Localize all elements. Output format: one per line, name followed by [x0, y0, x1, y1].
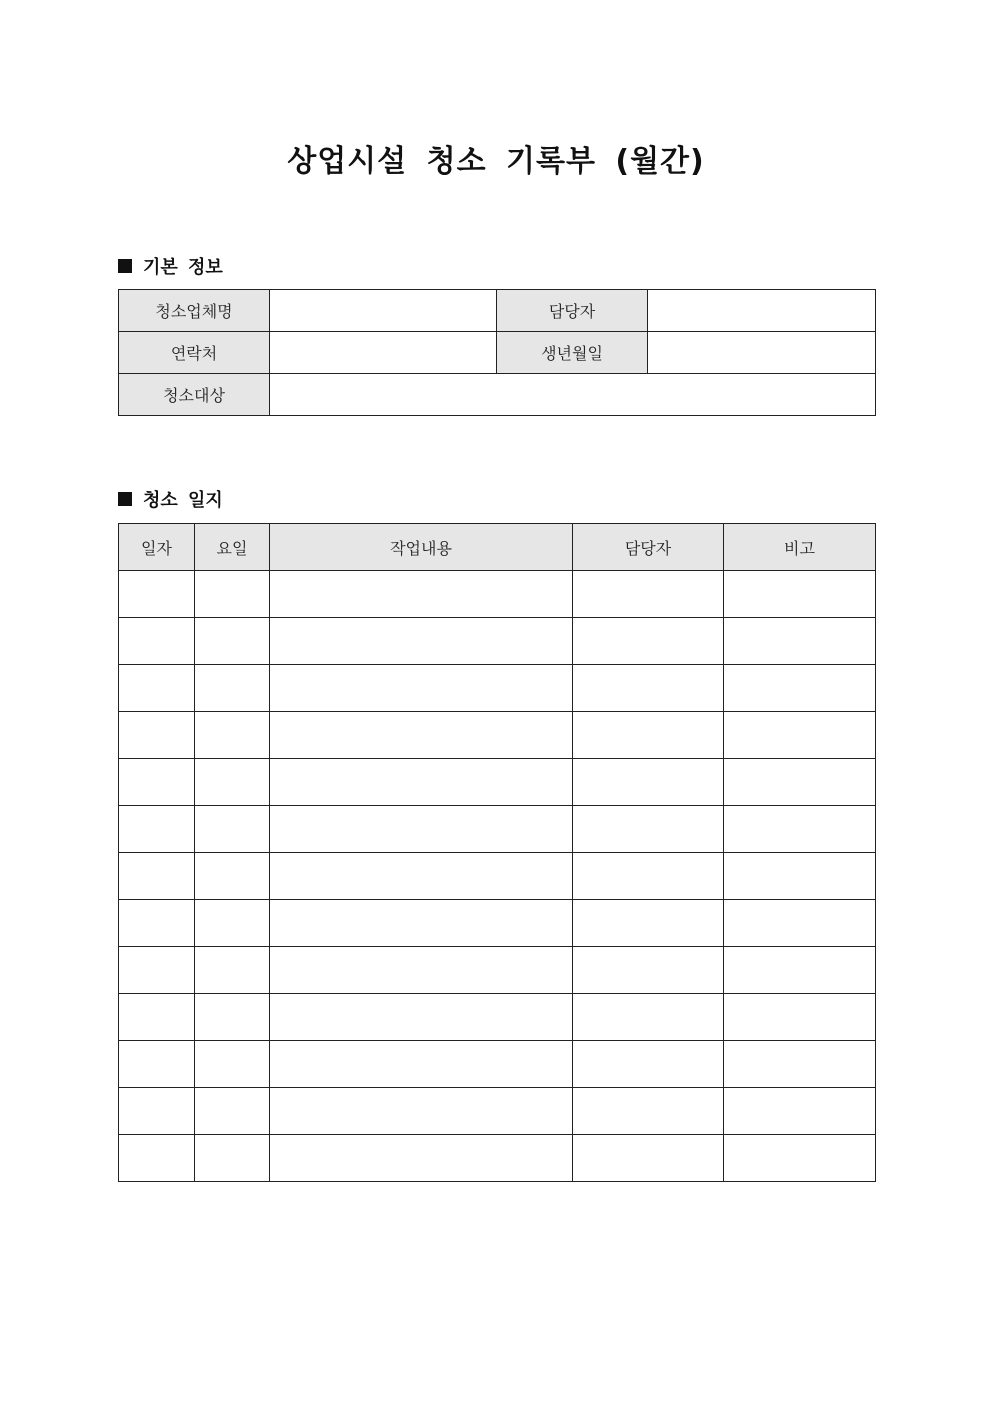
cleaning-log-header-row — [119, 524, 876, 571]
date-cell[interactable] — [119, 900, 195, 947]
notes-cell[interactable] — [724, 712, 876, 759]
notes-cell[interactable] — [724, 618, 876, 665]
column-header-notes: 비고 — [724, 524, 876, 571]
work-cell[interactable] — [270, 571, 573, 618]
weekday-cell[interactable] — [195, 1041, 270, 1088]
basic-info-heading — [118, 253, 223, 279]
manager-cell[interactable] — [573, 1041, 724, 1088]
date-cell[interactable] — [119, 618, 195, 665]
contact-label: 연락처 — [119, 332, 270, 374]
table-row — [119, 712, 876, 759]
cleaning-log-heading-label: 청소 일지 — [143, 490, 223, 511]
target-label: 청소대상 — [119, 374, 270, 416]
manager-cell[interactable] — [573, 618, 724, 665]
work-cell[interactable] — [270, 1135, 573, 1182]
basic-info-heading-label: 기본 정보 — [143, 257, 223, 278]
column-header-manager: 담당자 — [573, 524, 724, 571]
weekday-cell[interactable] — [195, 618, 270, 665]
square-bullet-icon — [118, 259, 132, 273]
weekday-cell[interactable] — [195, 665, 270, 712]
weekday-cell[interactable] — [195, 806, 270, 853]
column-header-work: 작업내용 — [270, 524, 573, 571]
weekday-cell[interactable] — [195, 994, 270, 1041]
manager-cell[interactable] — [573, 759, 724, 806]
manager-cell[interactable] — [573, 571, 724, 618]
cleaning-log-heading — [118, 486, 223, 512]
notes-cell[interactable] — [724, 947, 876, 994]
table-row — [119, 1088, 876, 1135]
date-cell[interactable] — [119, 712, 195, 759]
work-cell[interactable] — [270, 712, 573, 759]
work-cell[interactable] — [270, 1041, 573, 1088]
date-cell[interactable] — [119, 759, 195, 806]
date-cell[interactable] — [119, 1041, 195, 1088]
manager-cell[interactable] — [573, 1135, 724, 1182]
company-field[interactable] — [270, 290, 497, 332]
table-row — [119, 806, 876, 853]
date-cell[interactable] — [119, 853, 195, 900]
company-label: 청소업체명 — [119, 290, 270, 332]
date-cell[interactable] — [119, 994, 195, 1041]
work-cell[interactable] — [270, 618, 573, 665]
column-header-weekday: 요일 — [195, 524, 270, 571]
notes-cell[interactable] — [724, 571, 876, 618]
notes-cell[interactable] — [724, 1135, 876, 1182]
notes-cell[interactable] — [724, 759, 876, 806]
notes-cell[interactable] — [724, 994, 876, 1041]
work-cell[interactable] — [270, 665, 573, 712]
column-header-date: 일자 — [119, 524, 195, 571]
table-row — [119, 900, 876, 947]
table-row — [119, 759, 876, 806]
table-row — [119, 571, 876, 618]
notes-cell[interactable] — [724, 806, 876, 853]
table-row — [119, 1041, 876, 1088]
notes-cell[interactable] — [724, 1041, 876, 1088]
table-row — [119, 947, 876, 994]
date-cell[interactable] — [119, 1088, 195, 1135]
table-row — [119, 1135, 876, 1182]
table-row — [119, 618, 876, 665]
weekday-cell[interactable] — [195, 900, 270, 947]
manager-field[interactable] — [648, 290, 876, 332]
work-cell[interactable] — [270, 994, 573, 1041]
cleaning-log-table — [118, 523, 876, 1182]
date-cell[interactable] — [119, 571, 195, 618]
manager-cell[interactable] — [573, 994, 724, 1041]
manager-cell[interactable] — [573, 806, 724, 853]
weekday-cell[interactable] — [195, 759, 270, 806]
weekday-cell[interactable] — [195, 853, 270, 900]
weekday-cell[interactable] — [195, 947, 270, 994]
basic-info-table — [118, 289, 876, 416]
date-cell[interactable] — [119, 1135, 195, 1182]
notes-cell[interactable] — [724, 853, 876, 900]
date-cell[interactable] — [119, 947, 195, 994]
square-bullet-icon — [118, 492, 132, 506]
work-cell[interactable] — [270, 806, 573, 853]
table-row — [119, 665, 876, 712]
work-cell[interactable] — [270, 900, 573, 947]
weekday-cell[interactable] — [195, 571, 270, 618]
basic-info-row — [119, 332, 876, 374]
manager-cell[interactable] — [573, 665, 724, 712]
date-cell[interactable] — [119, 806, 195, 853]
notes-cell[interactable] — [724, 665, 876, 712]
cleaning-log-body — [119, 571, 876, 1182]
table-row — [119, 853, 876, 900]
birthdate-label: 생년월일 — [497, 332, 648, 374]
date-cell[interactable] — [119, 665, 195, 712]
manager-label: 담당자 — [497, 290, 648, 332]
weekday-cell[interactable] — [195, 1088, 270, 1135]
work-cell[interactable] — [270, 759, 573, 806]
basic-info-row — [119, 374, 876, 416]
work-cell[interactable] — [270, 1088, 573, 1135]
weekday-cell[interactable] — [195, 1135, 270, 1182]
weekday-cell[interactable] — [195, 712, 270, 759]
notes-cell[interactable] — [724, 1088, 876, 1135]
notes-cell[interactable] — [724, 900, 876, 947]
manager-cell[interactable] — [573, 1088, 724, 1135]
page-title: 상업시설 청소 기록부 (월간) — [287, 144, 705, 179]
table-row — [119, 994, 876, 1041]
manager-cell[interactable] — [573, 947, 724, 994]
work-cell[interactable] — [270, 853, 573, 900]
birthdate-field[interactable] — [648, 332, 876, 374]
work-cell[interactable] — [270, 947, 573, 994]
target-field[interactable] — [270, 374, 876, 416]
contact-field[interactable] — [270, 332, 497, 374]
manager-cell[interactable] — [573, 900, 724, 947]
manager-cell[interactable] — [573, 712, 724, 759]
basic-info-row — [119, 290, 876, 332]
manager-cell[interactable] — [573, 853, 724, 900]
